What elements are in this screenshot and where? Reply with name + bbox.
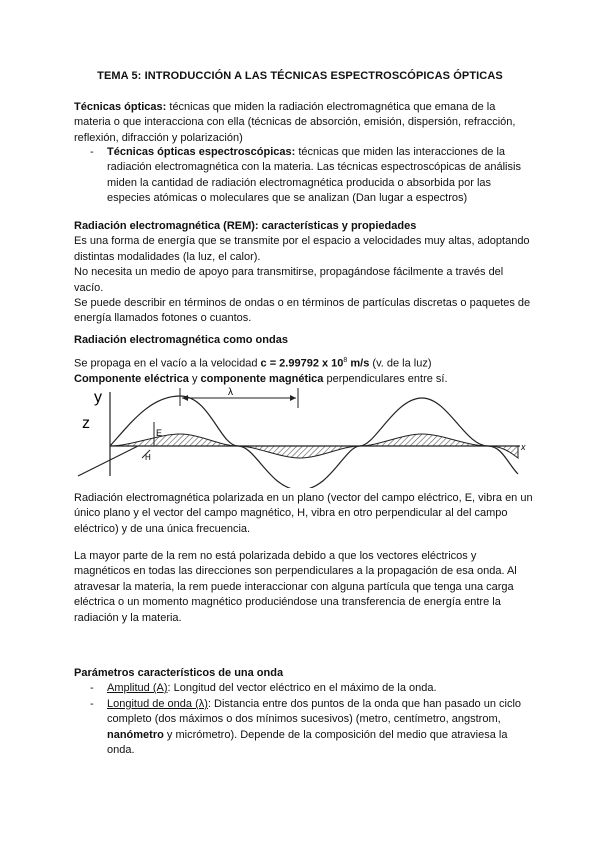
nanometer-term: nanómetro: [107, 728, 164, 741]
components-suffix: perpendiculares entre sí.: [323, 373, 448, 386]
optical-techniques-paragraph: [74, 100, 534, 146]
rem-paragraph-3: Se puede describir en términos de ondas o en términos de partículas discretas o paquetes de energía llamados fotones o cuantos.: [74, 297, 531, 325]
wavelength-text-block: [107, 697, 530, 759]
wavelength-text-end: y micrómetro). Depende de la composición del medio que atraviesa la onda.: [107, 728, 508, 757]
rem-paragraph-1: Es una forma de energía que se transmite por el espacio a velocidades muy altas, adoptando distintas modalidades (la luz, el calor).: [74, 235, 530, 263]
rem-heading: Radiación electromagnética (REM): características y propiedades: [74, 220, 417, 232]
speed-prefix: Se propaga en el vacío a la velocidad: [74, 358, 261, 371]
magnetic-component-term: componente magnética: [200, 373, 324, 386]
waves-heading: Radiación electromagnética como ondas: [74, 334, 288, 346]
magnetic-vector-label: H: [145, 453, 151, 462]
y-axis-label: y: [94, 389, 102, 406]
optical-techniques-term: Técnicas ópticas:: [74, 101, 167, 113]
parameters-heading: [74, 666, 534, 681]
x-axis-label: x: [521, 442, 526, 452]
amplitude-text-block: [107, 681, 530, 696]
speed-value: c = 2.99792 x 10: [260, 358, 344, 371]
spectroscopic-text-block: [107, 145, 530, 207]
list-dash: -: [90, 682, 94, 694]
spectroscopic-term: Técnicas ópticas espectroscópicas:: [107, 146, 296, 158]
rem-paragraph-2: No necesita un medio de apoyo para transmitirse, propagándose fácilmente a través del vacío.: [74, 266, 504, 294]
list-dash: -: [90, 698, 94, 710]
parameter-item-wavelength: [90, 697, 530, 759]
page-title: TEMA 5: INTRODUCCIÓN A LAS TÉCNICAS ESPECTROSCÓPICAS ÓPTICAS: [97, 70, 503, 82]
wavelength-term: Longitud de onda (λ): [107, 698, 208, 710]
amplitude-term: Amplitud (A): [107, 682, 168, 694]
lambda-label: λ: [228, 387, 233, 398]
wavelength-text: : Distancia entre dos puntos de la onda que han pasado un ciclo completo (dos máximos o dos mínimos sucesivos) (metro, centímetro, angstrom,: [107, 698, 522, 726]
parameters-heading-text: Parámetros característicos de una onda: [74, 667, 284, 679]
speed-suffix: (v. de la luz): [369, 358, 432, 371]
parameter-item-amplitude: [90, 681, 530, 696]
nonpolarized-paragraph: La mayor parte de la rem no está polarizada debido a que los vectores eléctricos y magnéticos en todas las direcciones son perpendiculares a la propagación de esa onda. Al atravesar la materia, la rem puede interaccionar con alguna partícula que tenga una carga eléctrica o un momento magnético produciéndose una transferencia de energía entre la radiación y la materia.: [74, 550, 517, 624]
speed-exponent: 8: [343, 357, 348, 365]
z-axis: [78, 446, 138, 476]
electric-vector-label: E: [156, 428, 163, 438]
em-wave-diagram: [70, 384, 530, 488]
optical-techniques-text: técnicas que miden la radiación electromagnética que emana de la materia o que interacciona con ella (técnicas de absorción, emisión, dispersión, refracción, reflexión, difracción y polarización): [74, 101, 516, 144]
amplitude-text: : Longitud del vector eléctrico en el máximo de la onda.: [167, 682, 437, 694]
rem-section: [74, 219, 534, 327]
polarized-paragraph: Radiación electromagnética polarizada en un plano (vector del campo eléctrico, E, vibra en un único plano y el vector del campo magnético, H, vibra en otro perpendicular al del campo eléctrico) y de una única frecuencia.: [74, 492, 533, 535]
speed-unit: m/s: [347, 358, 370, 371]
z-axis-label: z: [82, 415, 90, 432]
electric-component-term: Componente eléctrica: [74, 373, 189, 386]
spectroscopic-text: técnicas que miden las interacciones de la radiación electromagnética con la materia. Las técnicas espectroscópicas de análisis miden la cantidad de radiación electromagnética producida o absorbida por las especies atómicas o moleculares que se analizan (Dan lugar a espectros): [107, 146, 521, 205]
waves-section: [74, 333, 534, 388]
components-and: y: [188, 373, 201, 386]
speed-line: [74, 353, 534, 372]
spectroscopic-list-item: [90, 145, 530, 207]
list-dash: -: [90, 146, 94, 158]
